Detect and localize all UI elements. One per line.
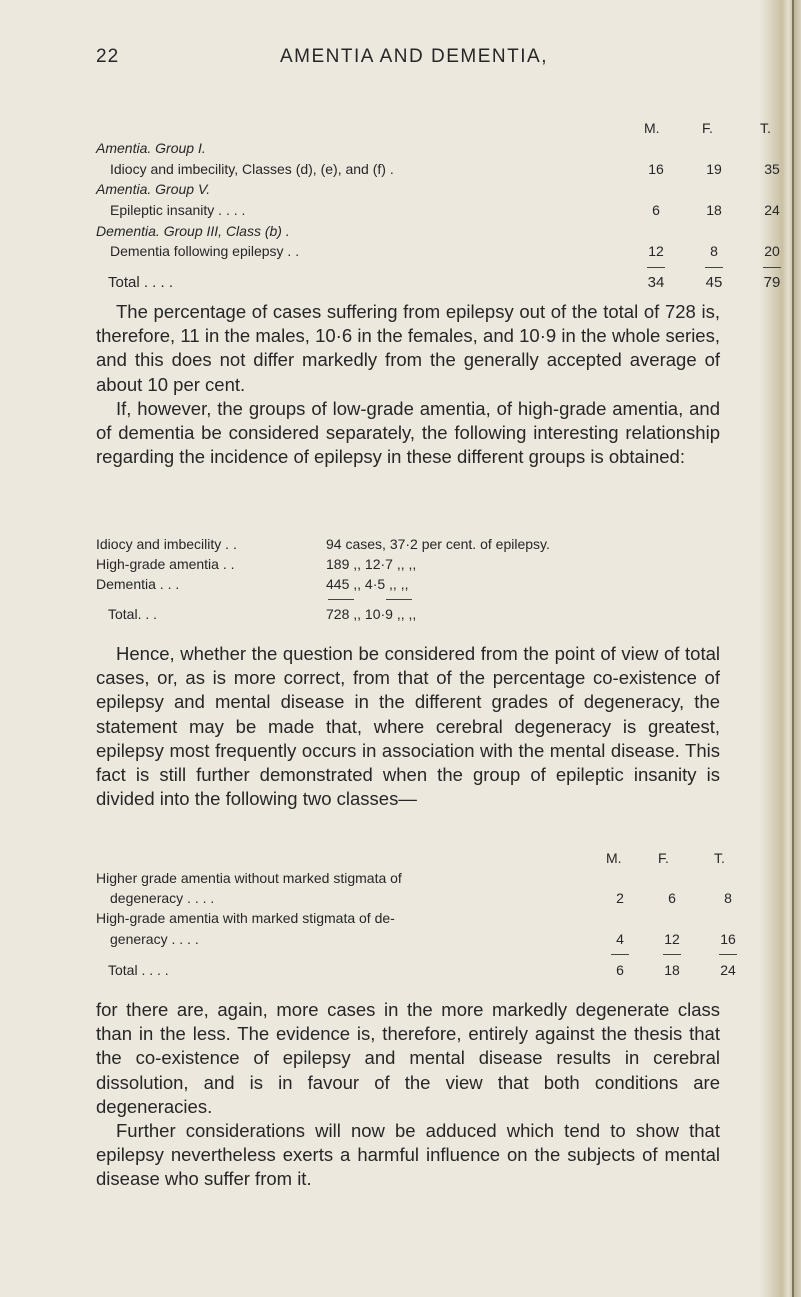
cell-t: 20 bbox=[764, 243, 780, 259]
total-label: Total . . . . bbox=[108, 274, 174, 291]
rule bbox=[386, 599, 412, 600]
row-value: 445 ,, 4·5 ,, ,, bbox=[326, 576, 409, 592]
row-label: degeneracy . . . . bbox=[110, 890, 215, 906]
row-label: generacy . . . . bbox=[110, 931, 199, 947]
rule bbox=[663, 954, 681, 955]
total-row bbox=[96, 962, 736, 982]
total-t: 79 bbox=[763, 274, 781, 291]
col-f: F. bbox=[658, 850, 669, 866]
cell-m: 2 bbox=[616, 890, 624, 906]
cell-t: 24 bbox=[764, 202, 780, 218]
cell-f: 19 bbox=[706, 161, 722, 177]
total-m: 34 bbox=[647, 274, 665, 291]
table-row bbox=[96, 140, 716, 160]
total-f: 18 bbox=[664, 962, 680, 978]
rule bbox=[705, 267, 723, 268]
cell-m: 4 bbox=[616, 931, 624, 947]
table-row bbox=[96, 931, 736, 951]
col-m: M. bbox=[606, 850, 622, 866]
body-paragraphs-3 bbox=[96, 998, 720, 1192]
table-row bbox=[96, 910, 716, 930]
total-row bbox=[96, 606, 716, 626]
row-label: High-grade amentia . . bbox=[96, 556, 235, 572]
total-t: 24 bbox=[720, 962, 736, 978]
rule bbox=[647, 267, 665, 268]
paragraph: If, however, the groups of low-grade amentia, of high-grade amentia, and of dementia be considered separately, the following interesting relationship regarding the incidence of epilepsy in these different groups is obtained: bbox=[96, 397, 720, 468]
total-f: 45 bbox=[705, 274, 723, 291]
col-t: T. bbox=[760, 120, 771, 136]
cell-m: 16 bbox=[648, 161, 664, 177]
table-row bbox=[96, 161, 780, 181]
row-label: Dementia. Group III, Class (b) . bbox=[96, 223, 290, 239]
paragraph: for there are, again, more cases in the more markedly degenerate class than in the less. The evidence is, therefore, entirely against the thesis that the co-existence of epilepsy and mental disease results in cerebral dissolution, and is in favour of the view that both conditions are degeneracies. bbox=[96, 999, 720, 1117]
total-m: 6 bbox=[616, 962, 624, 978]
row-value: 189 ,, 12·7 ,, ,, bbox=[326, 556, 417, 572]
cell-t: 8 bbox=[724, 890, 732, 906]
page-edge bbox=[759, 0, 801, 1297]
row-label: Amentia. Group V. bbox=[96, 181, 211, 197]
cell-f: 8 bbox=[710, 243, 718, 259]
row-label: High-grade amentia with marked stigmata of de- bbox=[96, 910, 395, 926]
paragraph: Hence, whether the question be considered from the point of view of total cases, or, as is more correct, from that of the percentage co-existence of epilepsy and mental disease in the different grades of degeneracy, the statement may be made that, where cerebral degeneracy is greatest, epilepsy most frequently occurs in association with the mental disease. This fact is still further demonstrated when the group of epileptic insanity is divided into the following two classes— bbox=[96, 643, 720, 810]
table-row bbox=[96, 576, 716, 596]
paragraph: Further considerations will now be adduced which tend to show that epilepsy nevertheless exerts a harmful influence on the subjects of mental disease who suffer from it. bbox=[96, 1120, 720, 1190]
rule bbox=[763, 267, 781, 268]
row-label: Idiocy and imbecility . . bbox=[96, 536, 237, 552]
body-paragraphs-2 bbox=[96, 642, 720, 811]
table-row bbox=[96, 202, 780, 222]
total-label: Total . . . . bbox=[108, 962, 169, 978]
table-row bbox=[96, 243, 780, 263]
table-row bbox=[96, 870, 716, 890]
col-f: F. bbox=[702, 120, 713, 136]
total-row bbox=[96, 274, 781, 294]
table-row bbox=[96, 536, 716, 556]
table-row bbox=[96, 890, 732, 910]
row-label: Idiocy and imbecility, Classes (d), (e), and (f) . bbox=[110, 161, 394, 177]
cell-f: 12 bbox=[664, 931, 680, 947]
row-label: Dementia following epilepsy . . bbox=[110, 243, 300, 259]
rule bbox=[328, 599, 354, 600]
cell-f: 6 bbox=[668, 890, 676, 906]
cell-m: 12 bbox=[648, 243, 664, 259]
cell-f: 18 bbox=[706, 202, 722, 218]
col-m: M. bbox=[644, 120, 660, 136]
table-row bbox=[96, 556, 716, 576]
row-value: 94 cases, 37·2 per cent. of epilepsy. bbox=[326, 536, 550, 552]
cell-m: 6 bbox=[652, 202, 660, 218]
paragraph: The percentage of cases suffering from epilepsy out of the total of 728 is, therefore, 11 in the males, 10·6 in the females, and 10·9 in the whole series, and this does not differ markedly from the generally accepted average of about 10 per cent. bbox=[96, 301, 720, 395]
row-label: Amentia. Group I. bbox=[96, 140, 206, 156]
table-row bbox=[96, 223, 716, 243]
total-label: Total. . . bbox=[108, 606, 158, 622]
table-row bbox=[96, 181, 716, 201]
total-value: 728 ,, 10·9 ,, ,, bbox=[326, 606, 417, 622]
row-label: Dementia . . . bbox=[96, 576, 180, 592]
rule bbox=[611, 954, 629, 955]
page-number: 22 bbox=[96, 46, 120, 67]
row-label: Higher grade amentia without marked stigmata of bbox=[96, 870, 402, 886]
running-title: AMENTIA AND DEMENTIA, bbox=[280, 46, 548, 67]
body-paragraphs-1 bbox=[96, 300, 720, 469]
cell-t: 16 bbox=[720, 931, 736, 947]
rule bbox=[719, 954, 737, 955]
binding-line bbox=[792, 0, 794, 1297]
cell-t: 35 bbox=[764, 161, 780, 177]
row-label: Epileptic insanity . . . . bbox=[110, 202, 246, 218]
col-t: T. bbox=[714, 850, 725, 866]
